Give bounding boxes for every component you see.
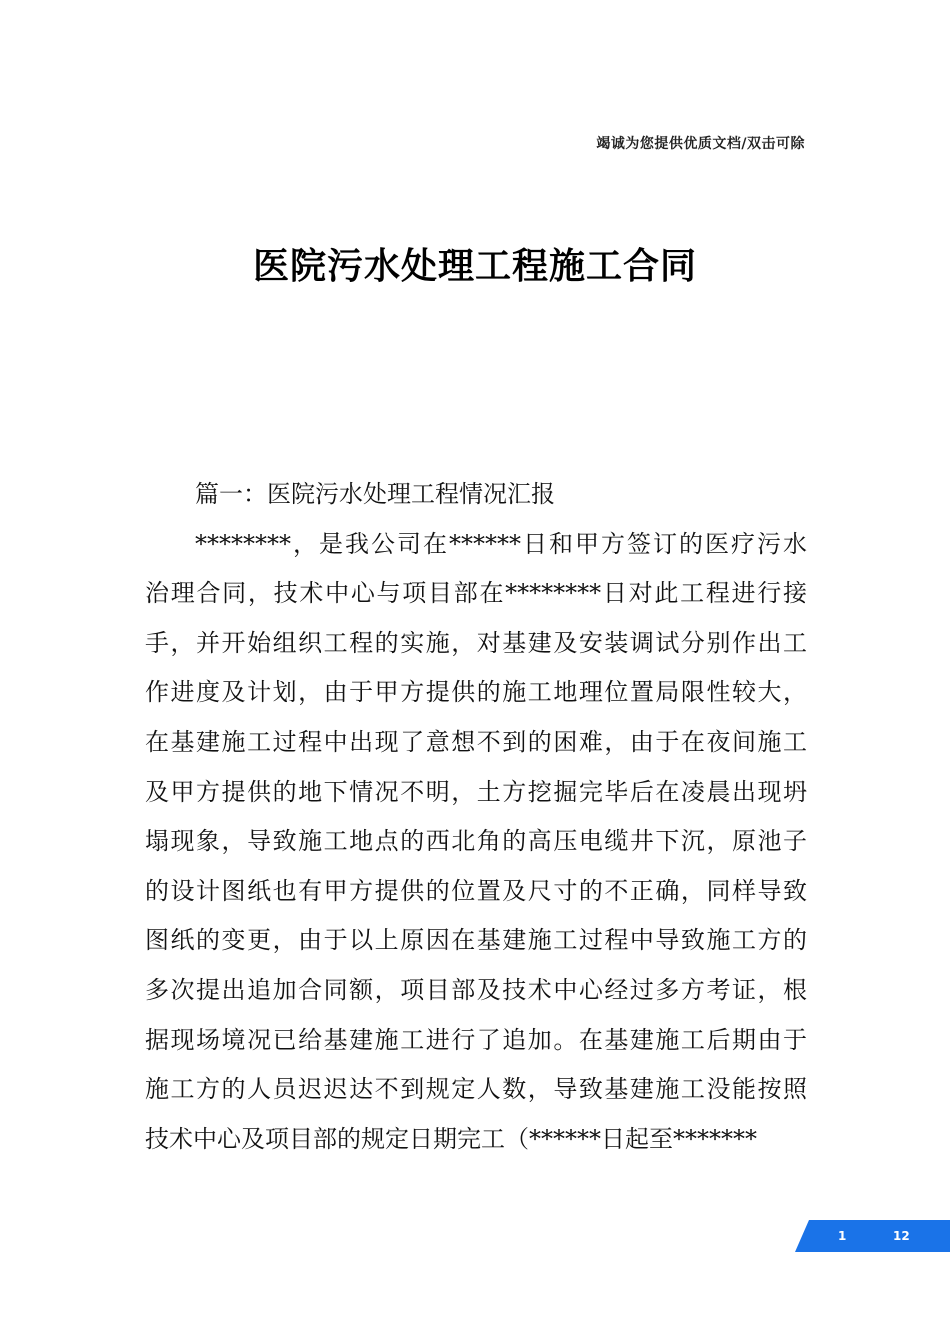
paragraph-line: 据现场境况已给基建施工进行了追加。在基建施工后期由于: [145, 1025, 807, 1054]
paragraph-line: 图纸的变更，由于以上原因在基建施工过程中导致施工方的: [145, 926, 807, 955]
paragraph-line: 治理合同，技术中心与项目部在********日对此工程进行接: [145, 579, 807, 608]
paragraph-line: 在基建施工过程中出现了意想不到的困难，由于在夜间施工: [145, 727, 807, 756]
paragraph-line: 塌现象，导致施工地点的西北角的高压电缆井下沉，原池子: [145, 827, 807, 856]
current-page-number: 1: [838, 1229, 847, 1243]
document-title: 医院污水处理工程施工合同: [252, 246, 697, 287]
page-number-bar: [795, 1220, 950, 1252]
paragraph-line: 技术中心及项目部的规定日期完工（******日起至*******: [145, 1124, 757, 1153]
paragraph-line: ********，是我公司在******日和甲方签订的医疗污水: [195, 529, 807, 558]
document-body: [145, 470, 807, 1164]
section-heading: 篇一：医院污水处理工程情况汇报: [195, 480, 555, 508]
page-number-bar-shape: [795, 1220, 950, 1252]
paragraph-line: 手，并开始组织工程的实施，对基建及安装调试分别作出工: [145, 628, 807, 657]
paragraph-line: 作进度及计划，由于甲方提供的施工地理位置局限性较大，: [145, 678, 807, 707]
paragraph-line: 及甲方提供的地下情况不明，土方挖掘完毕后在凌晨出现坍: [145, 777, 807, 806]
paragraph-line: 的设计图纸也有甲方提供的位置及尺寸的不正确，同样导致: [145, 876, 807, 905]
total-page-count: 12: [893, 1229, 910, 1243]
header-note: 竭诚为您提供优质文档/双击可除: [596, 136, 805, 152]
paragraph-line: 施工方的人员迟迟达不到规定人数，导致基建施工没能按照: [145, 1075, 807, 1104]
paragraph-line: 多次提出追加合同额，项目部及技术中心经过多方考证，根: [145, 975, 807, 1004]
